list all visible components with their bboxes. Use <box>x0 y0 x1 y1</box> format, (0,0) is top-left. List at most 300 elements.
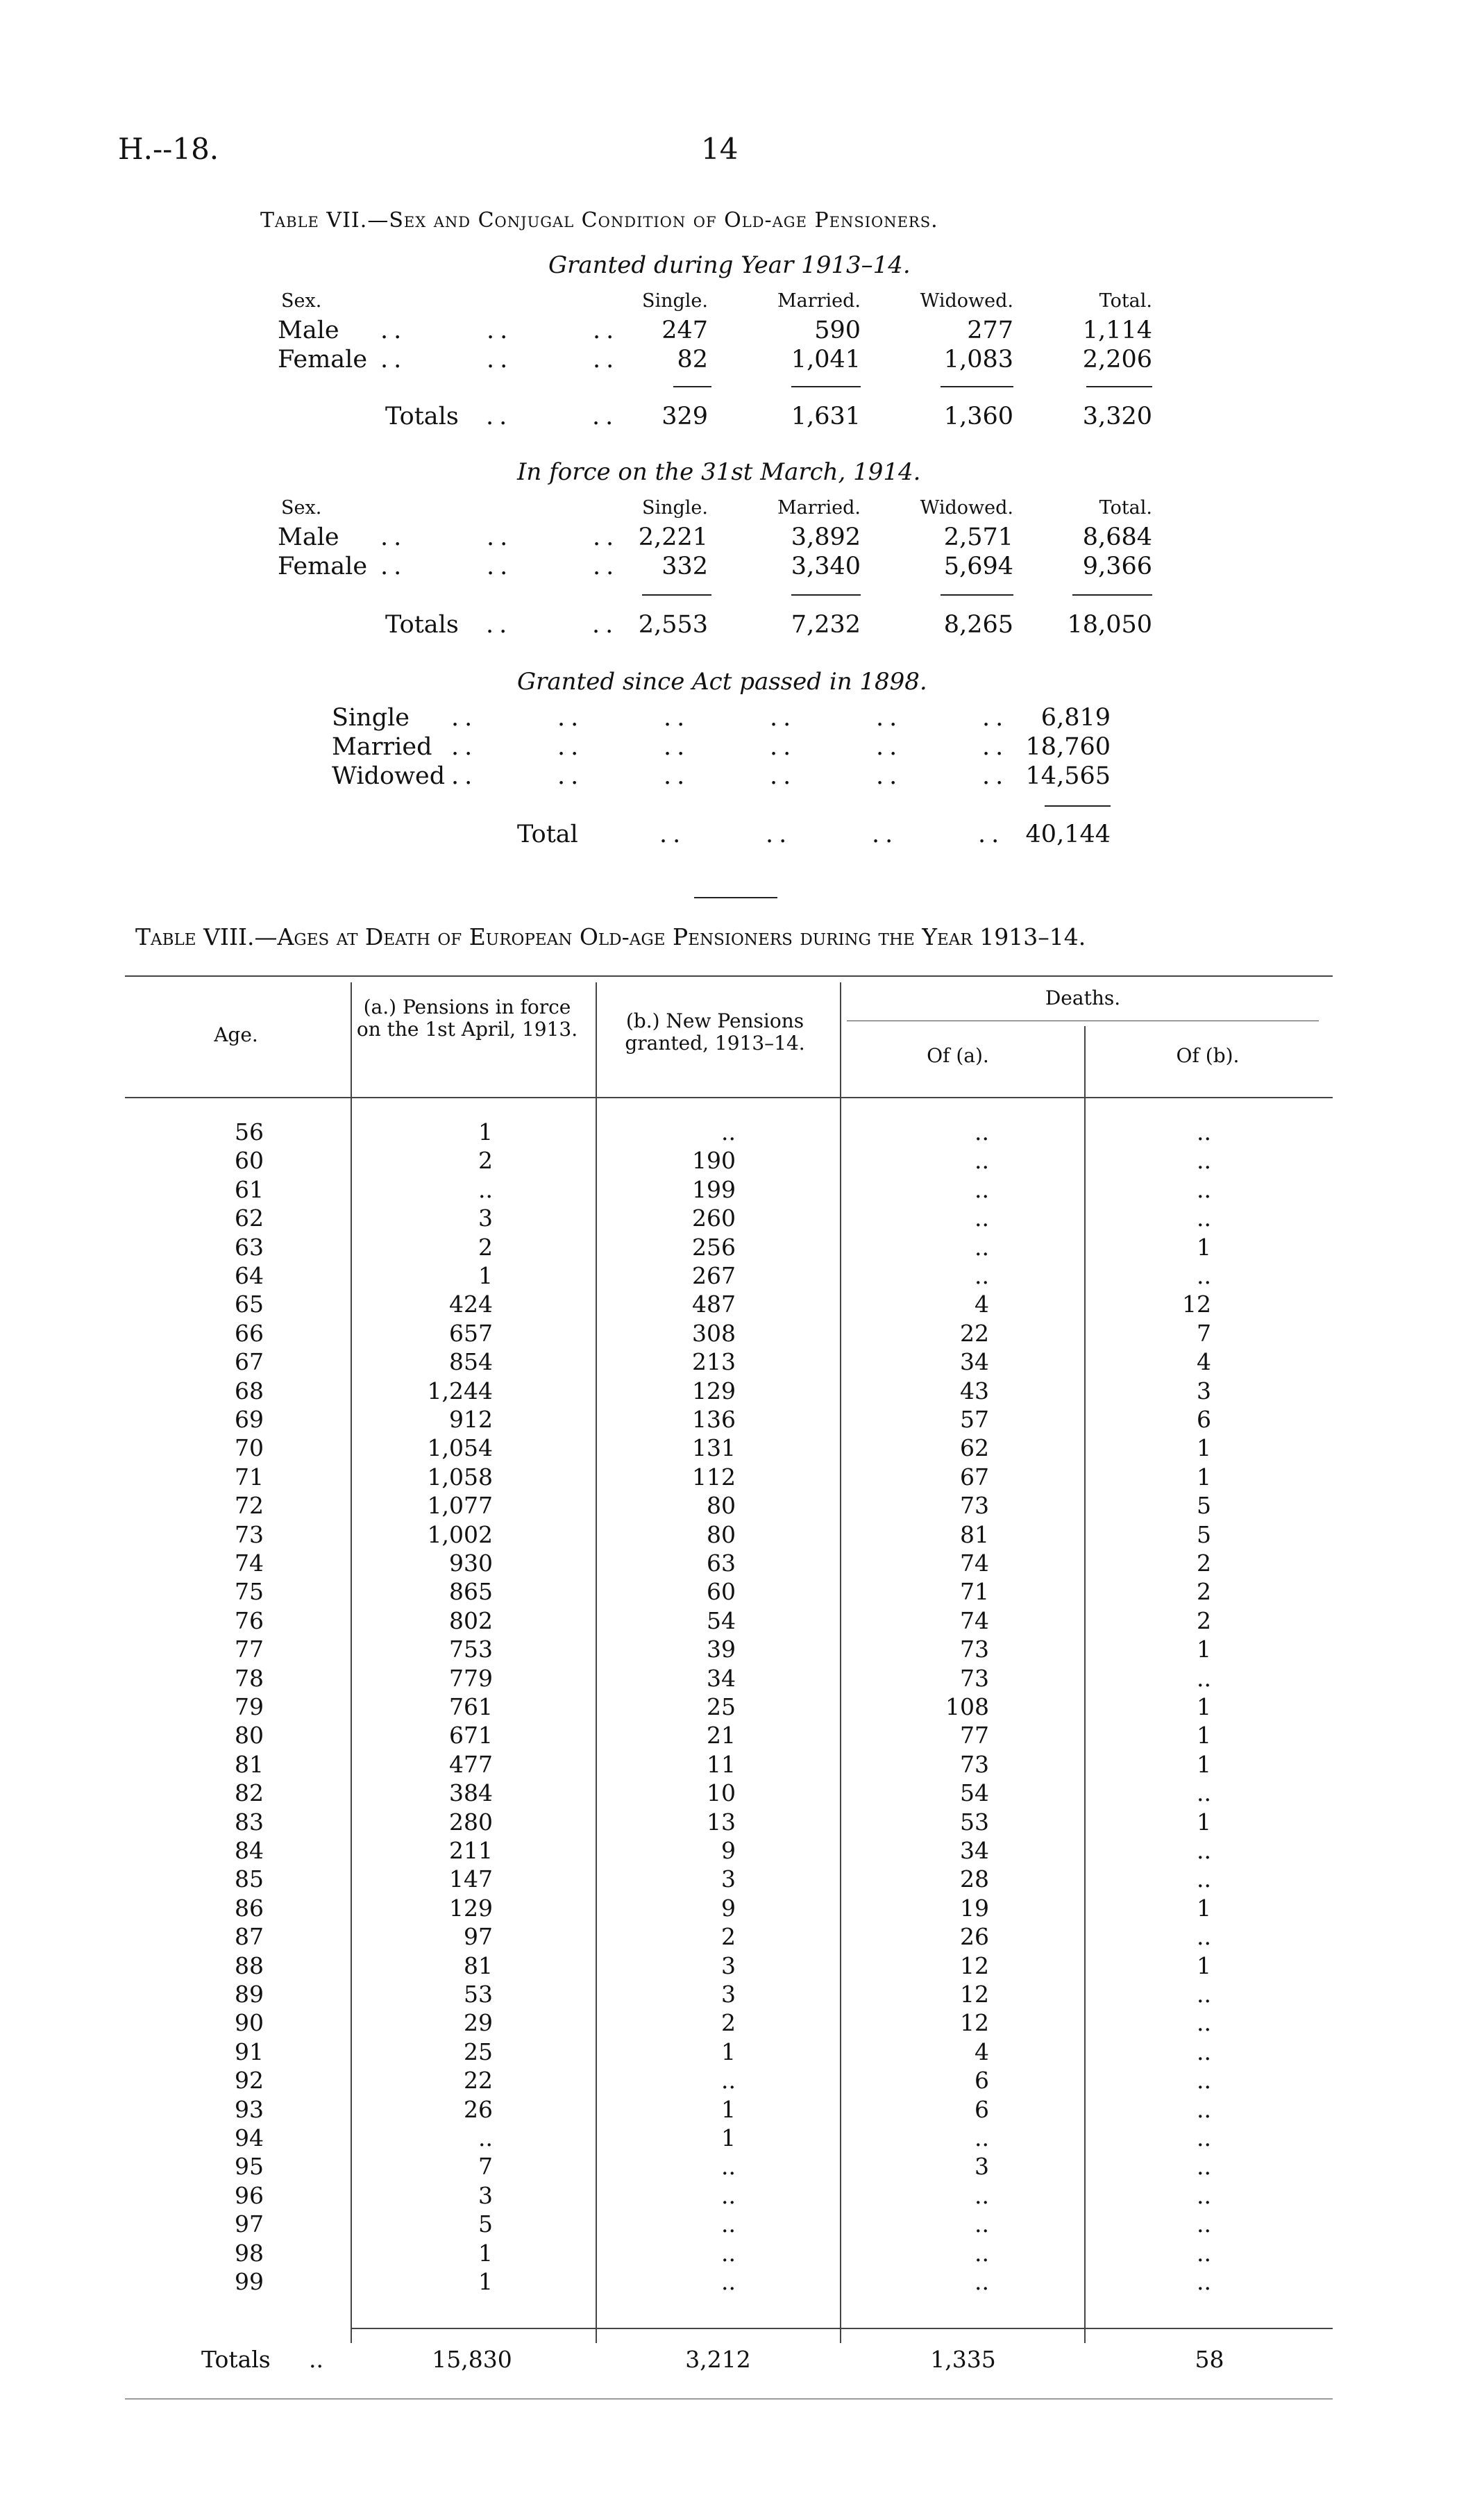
deaths-of-b-cell: 4 <box>1197 1348 1211 1375</box>
total-a: 15,830 <box>432 2346 512 2373</box>
married-value: 3,892 <box>791 523 861 551</box>
table8-totals-row <box>0 2345 1484 2374</box>
age-cell: 89 <box>235 1981 264 2008</box>
document-reference: H.--18. <box>118 132 219 166</box>
table-row <box>0 1779 1484 1807</box>
deaths-of-a-cell: 12 <box>960 1952 989 1979</box>
deaths-of-a-cell: .. <box>975 1234 989 1261</box>
deaths-of-a-cell: 74 <box>960 1550 989 1577</box>
deaths-of-a-cell: 108 <box>945 1693 989 1720</box>
deaths-of-b-cell: .. <box>1197 2268 1211 2295</box>
age-cell: 64 <box>235 1262 264 1289</box>
total-b: 3,212 <box>685 2346 751 2373</box>
pensions-in-force-cell: 129 <box>449 1895 493 1922</box>
table-row <box>0 1808 1484 1836</box>
age-cell: 82 <box>235 1779 264 1806</box>
pensions-in-force-cell: 1 <box>478 2240 493 2267</box>
col-widowed: Widowed. <box>920 497 1013 519</box>
leader-dots: .. <box>309 2346 323 2373</box>
table-row <box>0 1233 1484 1261</box>
age-cell: 61 <box>235 1176 264 1203</box>
age-cell: 72 <box>235 1492 264 1519</box>
table-row <box>0 1520 1484 1549</box>
married-total: 7,232 <box>791 611 861 639</box>
deaths-of-b-cell: .. <box>1197 1923 1211 1950</box>
table7-section1-header-row <box>0 286 1484 317</box>
deaths-of-a-cell: 12 <box>960 2009 989 2036</box>
new-pensions-cell: .. <box>721 2067 736 2094</box>
header-pensions-in-force: (a.) Pensions in force on the 1st April, 1913. <box>356 996 578 1041</box>
deaths-of-b-cell: .. <box>1197 1118 1211 1145</box>
table-row <box>0 1405 1484 1434</box>
deaths-of-a-cell: 6 <box>975 2096 989 2123</box>
age-cell: 76 <box>235 1607 264 1634</box>
deaths-of-a-cell: .. <box>975 2210 989 2238</box>
pensions-in-force-cell: 2 <box>478 1147 493 1174</box>
new-pensions-cell: .. <box>721 2153 736 2180</box>
new-pensions-cell: 9 <box>721 1837 736 1864</box>
pensions-in-force-cell: 211 <box>449 1837 493 1864</box>
deaths-of-b-cell: .. <box>1197 1147 1211 1174</box>
since-act-row-married <box>0 732 1484 762</box>
pensions-in-force-cell: 657 <box>449 1320 493 1347</box>
new-pensions-cell: 60 <box>707 1578 736 1605</box>
pensions-in-force-cell: 280 <box>449 1808 493 1836</box>
age-cell: 97 <box>235 2210 264 2238</box>
new-pensions-cell: .. <box>721 1118 736 1145</box>
deaths-of-b-cell: 1 <box>1197 1751 1211 1778</box>
new-pensions-cell: 1 <box>721 2096 736 2123</box>
table-row <box>0 1894 1484 1922</box>
deaths-of-a-cell: 4 <box>975 1291 989 1318</box>
totals-label: Totals <box>201 2346 271 2373</box>
table7-section2-subtitle: In force on the 31st March, 1914. <box>517 458 921 486</box>
total-label: Total <box>517 821 578 848</box>
table-row <box>0 1750 1484 1779</box>
col-total: Total. <box>1099 290 1152 312</box>
since-act-total <box>0 819 1484 850</box>
age-cell: 90 <box>235 2009 264 2036</box>
table7-section2-row-female <box>0 551 1484 582</box>
age-cell: 71 <box>235 1463 264 1491</box>
table-row <box>0 2181 1484 2210</box>
leader-dots: .. .. .. .. <box>659 821 1005 848</box>
age-cell: 98 <box>235 2240 264 2267</box>
pensions-in-force-cell: 424 <box>449 1291 493 1318</box>
age-cell: 94 <box>235 2124 264 2151</box>
pensions-in-force-cell: 1,077 <box>427 1492 493 1519</box>
table7-section1-row-male <box>0 315 1484 346</box>
leader-dots: .. .. .. <box>380 317 620 344</box>
deaths-of-b-cell: .. <box>1197 1176 1211 1203</box>
deaths-of-b-cell: 2 <box>1197 1550 1211 1577</box>
sum-rule <box>941 594 1013 596</box>
new-pensions-cell: 3 <box>721 1981 736 2008</box>
age-cell: 86 <box>235 1895 264 1922</box>
table-row <box>0 1606 1484 1635</box>
age-cell: 65 <box>235 1291 264 1318</box>
deaths-of-b-cell: .. <box>1197 2038 1211 2065</box>
table-row <box>0 2124 1484 2152</box>
pensions-in-force-cell: 22 <box>464 2067 493 2094</box>
pensions-in-force-cell: 1,002 <box>427 1521 493 1548</box>
age-cell: 63 <box>235 1234 264 1261</box>
leader-dots: .. .. .. <box>380 553 620 580</box>
pensions-in-force-cell: 1 <box>478 1262 493 1289</box>
single-total: 329 <box>661 403 708 430</box>
sum-rule <box>642 594 711 596</box>
table-row <box>0 1836 1484 1865</box>
col-sex: Sex. <box>281 290 322 312</box>
table7-title: Table VII.—Sex and Conjugal Condition of Old-age Pensioners. <box>260 208 938 233</box>
single-value: 2,221 <box>638 523 708 551</box>
new-pensions-cell: 131 <box>692 1434 736 1461</box>
deaths-of-b-cell: 12 <box>1182 1291 1211 1318</box>
deaths-of-a-cell: 6 <box>975 2067 989 2094</box>
deaths-of-a-cell: .. <box>975 2124 989 2151</box>
new-pensions-cell: 39 <box>707 1636 736 1663</box>
new-pensions-cell: 11 <box>707 1751 736 1778</box>
deaths-of-a-cell: 73 <box>960 1665 989 1692</box>
deaths-of-a-cell: 73 <box>960 1751 989 1778</box>
deaths-of-b-cell: .. <box>1197 1204 1211 1232</box>
leader-dots: .. .. <box>486 403 619 430</box>
new-pensions-cell: 80 <box>707 1492 736 1519</box>
deaths-of-a-cell: .. <box>975 1118 989 1145</box>
deaths-of-b-cell: 1 <box>1197 1463 1211 1491</box>
new-pensions-cell: 1 <box>721 2124 736 2151</box>
pensions-in-force-cell: 26 <box>464 2096 493 2123</box>
widowed-total: 1,360 <box>943 403 1013 430</box>
married-value: 3,340 <box>791 553 861 580</box>
deaths-of-b-cell: 1 <box>1197 1895 1211 1922</box>
leader-dots: .. .. .. .. .. .. <box>451 704 1009 732</box>
deaths-of-b-cell: 1 <box>1197 1434 1211 1461</box>
row-label: Male <box>278 317 339 344</box>
col-single: Single. <box>641 290 708 312</box>
deaths-of-b-cell: .. <box>1197 1981 1211 2008</box>
age-cell: 67 <box>235 1348 264 1375</box>
widowed-value: 2,571 <box>943 523 1013 551</box>
pensions-in-force-cell: 761 <box>449 1693 493 1720</box>
col-married: Married. <box>777 497 861 519</box>
deaths-of-b-cell: .. <box>1197 2067 1211 2094</box>
table-row <box>0 1290 1484 1318</box>
deaths-of-a-cell: 28 <box>960 1865 989 1892</box>
pensions-in-force-cell: 865 <box>449 1578 493 1605</box>
age-cell: 92 <box>235 2067 264 2094</box>
deaths-of-b-cell: 1 <box>1197 1234 1211 1261</box>
pensions-in-force-cell: 779 <box>449 1665 493 1692</box>
header-deaths: Deaths. <box>1045 987 1121 1009</box>
table7-section2-row-male <box>0 522 1484 553</box>
deaths-of-a-cell: .. <box>975 2268 989 2295</box>
table-row <box>0 1377 1484 1405</box>
age-cell: 77 <box>235 1636 264 1663</box>
pensions-in-force-cell: 3 <box>478 2182 493 2209</box>
deaths-of-a-cell: 81 <box>960 1521 989 1548</box>
new-pensions-cell: 213 <box>692 1348 736 1375</box>
age-cell: 60 <box>235 1147 264 1174</box>
deaths-of-a-cell: 74 <box>960 1607 989 1634</box>
age-cell: 78 <box>235 1665 264 1692</box>
single-value: 82 <box>677 346 708 373</box>
single-value: 247 <box>661 317 708 344</box>
new-pensions-cell: 487 <box>692 1291 736 1318</box>
row-label: Female <box>278 553 368 580</box>
deaths-of-a-cell: .. <box>975 1176 989 1203</box>
deaths-of-b-cell: .. <box>1197 2153 1211 2180</box>
new-pensions-cell: 190 <box>692 1147 736 1174</box>
pensions-in-force-cell: .. <box>478 2124 493 2151</box>
new-pensions-cell: 267 <box>692 1262 736 1289</box>
deaths-of-b-cell: 7 <box>1197 1320 1211 1347</box>
deaths-of-a-cell: 62 <box>960 1434 989 1461</box>
deaths-of-a-cell: .. <box>975 1204 989 1232</box>
new-pensions-cell: 2 <box>721 1923 736 1950</box>
age-cell: 83 <box>235 1808 264 1836</box>
table-row <box>0 2066 1484 2095</box>
deaths-of-b-cell: 5 <box>1197 1492 1211 1519</box>
pensions-in-force-cell: 1,054 <box>427 1434 493 1461</box>
married-total: 1,631 <box>791 403 861 430</box>
deaths-of-a-cell: .. <box>975 2182 989 2209</box>
table-row <box>0 1865 1484 1893</box>
table-row <box>0 1491 1484 1520</box>
new-pensions-cell: 199 <box>692 1176 736 1203</box>
deaths-of-a-cell: 3 <box>975 2153 989 2180</box>
total-value: 8,684 <box>1082 523 1152 551</box>
leader-dots: .. .. .. <box>380 346 620 373</box>
table-row <box>0 1146 1484 1175</box>
age-cell: 70 <box>235 1434 264 1461</box>
new-pensions-cell: 80 <box>707 1521 736 1548</box>
pensions-in-force-cell: 384 <box>449 1779 493 1806</box>
age-cell: 80 <box>235 1722 264 1749</box>
pensions-in-force-cell: 3 <box>478 1204 493 1232</box>
pensions-in-force-cell: 25 <box>464 2038 493 2065</box>
table-row <box>0 1434 1484 1462</box>
totals-label: Totals <box>385 403 459 430</box>
new-pensions-cell: 3 <box>721 1865 736 1892</box>
row-label: Male <box>278 523 339 551</box>
sum-rule <box>1086 386 1152 387</box>
deaths-of-a-cell: 73 <box>960 1636 989 1663</box>
deaths-of-b-cell: 1 <box>1197 1952 1211 1979</box>
age-cell: 68 <box>235 1377 264 1404</box>
table7-section2-header-row <box>0 493 1484 523</box>
table7-section1-subtitle: Granted during Year 1913–14. <box>548 251 911 279</box>
new-pensions-cell: 9 <box>721 1895 736 1922</box>
deaths-of-a-cell: .. <box>975 1147 989 1174</box>
pensions-in-force-cell: 97 <box>464 1923 493 1950</box>
table8-title: Table VIII.—Ages at Death of European Old-age Pensioners during the Year 1913–14. <box>135 923 1086 950</box>
pensions-in-force-cell: 802 <box>449 1607 493 1634</box>
deaths-of-b-cell: .. <box>1197 1837 1211 1864</box>
table-row <box>0 1577 1484 1606</box>
sum-rule <box>791 594 861 596</box>
deaths-of-a-cell: 43 <box>960 1377 989 1404</box>
col-married: Married. <box>777 290 861 312</box>
age-cell: 56 <box>235 1118 264 1145</box>
col-sex: Sex. <box>281 497 322 519</box>
table-row <box>0 1664 1484 1693</box>
pensions-in-force-cell: 930 <box>449 1550 493 1577</box>
table-row <box>0 2210 1484 2238</box>
col-total: Total. <box>1099 497 1152 519</box>
grand-total: 3,320 <box>1082 403 1152 430</box>
sum-rule <box>1072 594 1152 596</box>
table-row <box>0 1319 1484 1348</box>
table-row <box>0 2008 1484 2037</box>
deaths-of-a-cell: 26 <box>960 1923 989 1950</box>
new-pensions-cell: 1 <box>721 2038 736 2065</box>
table-row <box>0 1721 1484 1749</box>
total-value: 9,366 <box>1082 553 1152 580</box>
table-row <box>0 2239 1484 2267</box>
age-cell: 75 <box>235 1578 264 1605</box>
table-row <box>0 2267 1484 2296</box>
single-value: 332 <box>661 553 708 580</box>
table-row <box>0 1980 1484 2008</box>
new-pensions-cell: 25 <box>707 1693 736 1720</box>
total-of-a: 1,335 <box>930 2346 996 2373</box>
widowed-total: 8,265 <box>943 611 1013 639</box>
sum-rule <box>791 386 861 387</box>
col-single: Single. <box>641 497 708 519</box>
deaths-of-a-cell: .. <box>975 2240 989 2267</box>
deaths-of-a-cell: 4 <box>975 2038 989 2065</box>
table-row <box>0 1204 1484 1232</box>
deaths-of-b-cell: .. <box>1197 1779 1211 1806</box>
pensions-in-force-cell: 81 <box>464 1952 493 1979</box>
deaths-of-b-cell: 1 <box>1197 1693 1211 1720</box>
total-value: 2,206 <box>1082 346 1152 373</box>
header-deaths-of-b: Of (b). <box>1176 1044 1240 1067</box>
table-row <box>0 1348 1484 1376</box>
value: 40,144 <box>1025 821 1111 848</box>
totals-rule <box>351 2328 1333 2329</box>
deaths-of-a-cell: 53 <box>960 1808 989 1836</box>
deaths-of-b-cell: 3 <box>1197 1377 1211 1404</box>
table-row <box>0 1463 1484 1491</box>
table-row <box>0 2038 1484 2066</box>
table-row <box>0 2095 1484 2124</box>
new-pensions-cell: 129 <box>692 1377 736 1404</box>
deaths-of-a-cell: 54 <box>960 1779 989 1806</box>
header-age: Age. <box>214 1023 258 1046</box>
col-widowed: Widowed. <box>920 290 1013 312</box>
page-number: 14 <box>701 132 739 166</box>
new-pensions-cell: 34 <box>707 1665 736 1692</box>
sum-rule <box>1045 805 1111 807</box>
new-pensions-cell: .. <box>721 2268 736 2295</box>
deaths-of-a-cell: 71 <box>960 1578 989 1605</box>
deaths-of-b-cell: 1 <box>1197 1636 1211 1663</box>
leader-dots: .. .. <box>486 611 619 639</box>
deaths-of-a-cell: 19 <box>960 1895 989 1922</box>
age-cell: 88 <box>235 1952 264 1979</box>
value: 6,819 <box>1040 704 1111 732</box>
deaths-of-a-cell: 67 <box>960 1463 989 1491</box>
age-cell: 93 <box>235 2096 264 2123</box>
deaths-of-b-cell: 2 <box>1197 1607 1211 1634</box>
age-cell: 79 <box>235 1693 264 1720</box>
header-bottom-rule <box>125 1097 1333 1098</box>
deaths-of-b-cell: .. <box>1197 2096 1211 2123</box>
deaths-of-b-cell: .. <box>1197 2210 1211 2238</box>
deaths-of-a-cell: 12 <box>960 1981 989 2008</box>
pensions-in-force-cell: .. <box>478 1176 493 1203</box>
row-label: Widowed <box>332 762 446 790</box>
age-cell: 96 <box>235 2182 264 2209</box>
leader-dots: .. .. .. <box>380 523 620 551</box>
deaths-of-b-cell: .. <box>1197 2124 1211 2151</box>
age-cell: 84 <box>235 1837 264 1864</box>
new-pensions-cell: .. <box>721 2240 736 2267</box>
table-row <box>0 2152 1484 2181</box>
new-pensions-cell: 260 <box>692 1204 736 1232</box>
table-row <box>0 1549 1484 1577</box>
age-cell: 66 <box>235 1320 264 1347</box>
table-row <box>0 1951 1484 1980</box>
new-pensions-cell: 256 <box>692 1234 736 1261</box>
header-new-pensions: (b.) New Pensions granted, 1913–14. <box>625 1009 805 1055</box>
pensions-in-force-cell: 912 <box>449 1406 493 1433</box>
deaths-of-b-cell: .. <box>1197 1865 1211 1892</box>
deaths-of-a-cell: 73 <box>960 1492 989 1519</box>
new-pensions-cell: 2 <box>721 2009 736 2036</box>
table7-section2-totals <box>0 610 1484 640</box>
deaths-of-b-cell: .. <box>1197 1665 1211 1692</box>
pensions-in-force-cell: 753 <box>449 1636 493 1663</box>
pensions-in-force-cell: 854 <box>449 1348 493 1375</box>
deaths-of-b-cell: 2 <box>1197 1578 1211 1605</box>
age-cell: 95 <box>235 2153 264 2180</box>
age-cell: 62 <box>235 1204 264 1232</box>
leader-dots: .. .. .. .. .. .. <box>451 733 1009 761</box>
deaths-of-a-cell: .. <box>975 1262 989 1289</box>
new-pensions-cell: 136 <box>692 1406 736 1433</box>
new-pensions-cell: 10 <box>707 1779 736 1806</box>
table-row <box>0 1118 1484 1146</box>
section-divider <box>694 897 777 898</box>
widowed-value: 1,083 <box>943 346 1013 373</box>
pensions-in-force-cell: 29 <box>464 2009 493 2036</box>
total-of-b: 58 <box>1195 2346 1224 2373</box>
table7-section1-row-female <box>0 344 1484 375</box>
pensions-in-force-cell: 2 <box>478 1234 493 1261</box>
table-row <box>0 1693 1484 1721</box>
value: 14,565 <box>1025 762 1111 790</box>
new-pensions-cell: 63 <box>707 1550 736 1577</box>
new-pensions-cell: 3 <box>721 1952 736 1979</box>
new-pensions-cell: .. <box>721 2182 736 2209</box>
pensions-in-force-cell: 1 <box>478 1118 493 1145</box>
pensions-in-force-cell: 1,244 <box>427 1377 493 1404</box>
deaths-of-a-cell: 34 <box>960 1348 989 1375</box>
married-value: 590 <box>814 317 861 344</box>
table8-top-rule <box>125 975 1333 977</box>
pensions-in-force-cell: 477 <box>449 1751 493 1778</box>
age-cell: 87 <box>235 1923 264 1950</box>
table-row <box>0 1261 1484 1290</box>
new-pensions-cell: 21 <box>707 1722 736 1749</box>
pensions-in-force-cell: 1,058 <box>427 1463 493 1491</box>
grand-total: 18,050 <box>1067 611 1152 639</box>
age-cell: 69 <box>235 1406 264 1433</box>
header-deaths-of-a: Of (a). <box>927 1044 989 1067</box>
